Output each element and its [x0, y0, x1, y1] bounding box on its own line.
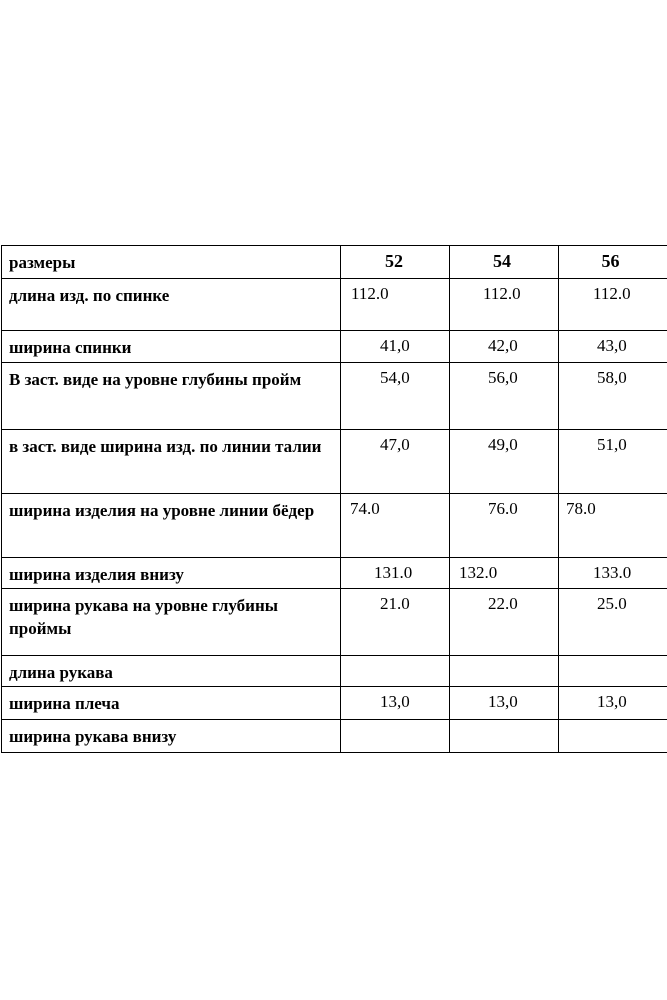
value-cell [341, 720, 450, 753]
value-cell: 56,0 [450, 363, 559, 430]
value-cell: 131.0 [341, 558, 450, 589]
header-label: размеры [2, 246, 341, 279]
table-row [2, 589, 667, 656]
table-row [2, 430, 667, 494]
row-label: ширина плеча [2, 687, 341, 720]
table-row [2, 494, 667, 558]
table-row [2, 331, 667, 363]
value-cell: 54,0 [341, 363, 450, 430]
value-cell [559, 720, 667, 753]
value-cell: 112.0 [341, 279, 450, 331]
row-label: ширина рукава на уровне глубины проймы [2, 589, 341, 656]
value-cell: 13,0 [559, 687, 667, 720]
value-cell: 112.0 [450, 279, 559, 331]
value-cell: 42,0 [450, 331, 559, 363]
row-label: ширина рукава внизу [2, 720, 341, 753]
value-cell: 13,0 [341, 687, 450, 720]
table-row [2, 279, 667, 331]
size-52-header: 52 [341, 246, 450, 279]
table-row [2, 558, 667, 589]
row-label: ширина спинки [2, 331, 341, 363]
row-label: ширина изделия внизу [2, 558, 341, 589]
value-cell: 41,0 [341, 331, 450, 363]
value-cell: 51,0 [559, 430, 667, 494]
size-54-header: 54 [450, 246, 559, 279]
value-cell: 22.0 [450, 589, 559, 656]
table-row [2, 656, 667, 687]
row-label: в заст. виде ширина изд. по линии талии [2, 430, 341, 494]
value-cell: 112.0 [559, 279, 667, 331]
row-label: ширина изделия на уровне линии бёдер [2, 494, 341, 558]
value-cell: 58,0 [559, 363, 667, 430]
value-cell: 78.0 [559, 494, 667, 558]
value-cell: 47,0 [341, 430, 450, 494]
value-cell [450, 720, 559, 753]
value-cell [559, 656, 667, 687]
value-cell [450, 656, 559, 687]
value-cell: 25.0 [559, 589, 667, 656]
header-row [2, 246, 667, 279]
size-56-header: 56 [559, 246, 667, 279]
table-row [2, 363, 667, 430]
value-cell: 76.0 [450, 494, 559, 558]
row-label: длина изд. по спинке [2, 279, 341, 331]
value-cell: 43,0 [559, 331, 667, 363]
row-label: длина рукава [2, 656, 341, 687]
table-row [2, 687, 667, 720]
value-cell: 49,0 [450, 430, 559, 494]
value-cell: 74.0 [341, 494, 450, 558]
value-cell [341, 656, 450, 687]
value-cell: 13,0 [450, 687, 559, 720]
value-cell: 132.0 [450, 558, 559, 589]
value-cell: 133.0 [559, 558, 667, 589]
value-cell: 21.0 [341, 589, 450, 656]
row-label: В заст. виде на уровне глубины пройм [2, 363, 341, 430]
table-row [2, 720, 667, 753]
size-table [1, 245, 667, 753]
